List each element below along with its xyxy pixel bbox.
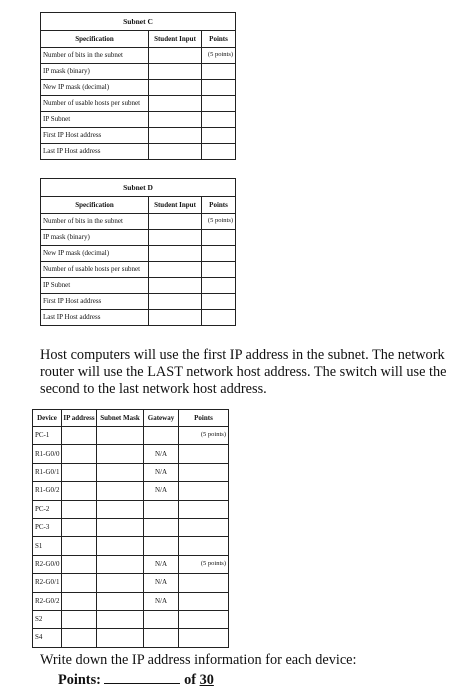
spec-row: Last IP Host address	[41, 144, 149, 160]
gateway-cell: N/A	[144, 592, 179, 610]
subnet-mask-cell[interactable]	[97, 518, 144, 536]
spec-row: Last IP Host address	[41, 310, 149, 326]
spec-row: New IP mask (decimal)	[41, 80, 149, 96]
table-row	[33, 445, 229, 463]
student-input-header: Student Input	[149, 31, 202, 48]
points-cell	[202, 112, 236, 128]
subnet-mask-cell[interactable]	[97, 629, 144, 647]
points-note: (5 points)	[202, 214, 236, 230]
table-row	[33, 592, 229, 610]
subnet-mask-cell[interactable]	[97, 445, 144, 463]
ip-address-cell[interactable]	[62, 555, 97, 573]
points-cell	[202, 278, 236, 294]
points-cell	[179, 518, 229, 536]
device-cell: S4	[33, 629, 62, 647]
subnet-mask-cell[interactable]	[97, 482, 144, 500]
spec-header: Specification	[41, 31, 149, 48]
gateway-header: Gateway	[144, 410, 179, 427]
device-cell: R1-G0/1	[33, 463, 62, 481]
student-input-cell[interactable]	[149, 112, 202, 128]
subnet-mask-cell[interactable]	[97, 500, 144, 518]
spec-row: Number of bits in the subnet	[41, 48, 149, 64]
ip-address-cell[interactable]	[62, 629, 97, 647]
subnet-mask-cell[interactable]	[97, 555, 144, 573]
table-row	[33, 482, 229, 500]
device-address-table	[32, 409, 229, 648]
spec-row: Number of usable hosts per subnet	[41, 262, 149, 278]
spec-row: Number of usable hosts per subnet	[41, 96, 149, 112]
points-cell	[202, 128, 236, 144]
subnet-mask-cell[interactable]	[97, 537, 144, 555]
table-row	[33, 629, 229, 647]
device-header: Device	[33, 410, 62, 427]
spec-row: IP Subnet	[41, 278, 149, 294]
table-row	[33, 518, 229, 536]
device-cell: PC-3	[33, 518, 62, 536]
points-cell	[202, 262, 236, 278]
points-cell	[202, 64, 236, 80]
student-input-cell[interactable]	[149, 262, 202, 278]
table-row	[33, 463, 229, 481]
points-cell	[179, 574, 229, 592]
subnet-mask-cell[interactable]	[97, 574, 144, 592]
ip-address-cell[interactable]	[62, 537, 97, 555]
subnet-c-table	[40, 12, 236, 160]
points-cell: (5 points)	[179, 427, 229, 445]
device-cell: R1-G0/2	[33, 482, 62, 500]
subnet-mask-cell[interactable]	[97, 463, 144, 481]
subnet-c-title: Subnet C	[41, 13, 236, 31]
gateway-cell: N/A	[144, 555, 179, 573]
subnet-mask-header: Subnet Mask	[97, 410, 144, 427]
gateway-cell: N/A	[144, 482, 179, 500]
student-input-header: Student Input	[149, 197, 202, 214]
subnet-mask-cell[interactable]	[97, 610, 144, 628]
points-total: 30	[199, 672, 214, 688]
device-cell: R2-G0/1	[33, 574, 62, 592]
device-cell: S2	[33, 610, 62, 628]
ip-address-cell[interactable]	[62, 610, 97, 628]
device-cell: R1-G0/0	[33, 445, 62, 463]
points-label: Points:	[58, 672, 101, 688]
points-header: Points	[202, 31, 236, 48]
ip-address-cell[interactable]	[62, 427, 97, 445]
gateway-cell: N/A	[144, 574, 179, 592]
device-cell: PC-1	[33, 427, 62, 445]
points-cell	[202, 80, 236, 96]
spec-row: IP mask (binary)	[41, 230, 149, 246]
points-line	[58, 670, 214, 689]
student-input-cell[interactable]	[149, 278, 202, 294]
of-label: of	[184, 672, 196, 688]
gateway-cell: N/A	[144, 445, 179, 463]
points-cell	[202, 144, 236, 160]
spec-row: First IP Host address	[41, 294, 149, 310]
points-cell	[202, 310, 236, 326]
ip-address-cell[interactable]	[62, 518, 97, 536]
table-row	[33, 610, 229, 628]
student-input-cell[interactable]	[149, 80, 202, 96]
points-header: Points	[202, 197, 236, 214]
gateway-cell: N/A	[144, 463, 179, 481]
table-row	[33, 555, 229, 573]
points-cell	[179, 445, 229, 463]
subnet-d-table	[40, 178, 236, 326]
points-note: (5 points)	[202, 48, 236, 64]
device-cell: S1	[33, 537, 62, 555]
points-cell	[202, 230, 236, 246]
subnet-d-title: Subnet D	[41, 179, 236, 197]
ip-address-cell[interactable]	[62, 500, 97, 518]
table-row	[33, 574, 229, 592]
student-input-cell[interactable]	[149, 246, 202, 262]
points-cell	[202, 96, 236, 112]
spec-row: IP Subnet	[41, 112, 149, 128]
gateway-cell	[144, 537, 179, 555]
points-header: Points	[179, 410, 229, 427]
points-cell	[179, 610, 229, 628]
student-input-cell[interactable]	[149, 48, 202, 64]
student-input-cell[interactable]	[149, 310, 202, 326]
points-cell	[202, 294, 236, 310]
subnet-mask-cell[interactable]	[97, 592, 144, 610]
spec-row: IP mask (binary)	[41, 64, 149, 80]
device-cell: R2-G0/0	[33, 555, 62, 573]
ip-address-cell[interactable]	[62, 445, 97, 463]
points-cell	[179, 500, 229, 518]
gateway-cell	[144, 500, 179, 518]
ip-address-header: IP address	[62, 410, 97, 427]
ip-address-cell[interactable]	[62, 574, 97, 592]
spec-row: Number of bits in the subnet	[41, 214, 149, 230]
points-cell	[179, 482, 229, 500]
ip-address-cell[interactable]	[62, 482, 97, 500]
device-cell: R2-G0/2	[33, 592, 62, 610]
table-row	[33, 500, 229, 518]
student-input-cell[interactable]	[149, 144, 202, 160]
ip-address-cell[interactable]	[62, 592, 97, 610]
student-input-cell[interactable]	[149, 96, 202, 112]
student-input-cell[interactable]	[149, 294, 202, 310]
gateway-cell	[144, 518, 179, 536]
student-input-cell[interactable]	[149, 214, 202, 230]
gateway-cell	[144, 427, 179, 445]
write-down-prompt: Write down the IP address information for each device:	[40, 652, 357, 668]
table-row	[33, 427, 229, 445]
student-input-cell[interactable]	[149, 128, 202, 144]
points-cell	[179, 592, 229, 610]
student-input-cell[interactable]	[149, 64, 202, 80]
ip-address-cell[interactable]	[62, 463, 97, 481]
points-cell	[179, 537, 229, 555]
student-input-cell[interactable]	[149, 230, 202, 246]
points-cell	[179, 629, 229, 647]
points-cell	[179, 463, 229, 481]
spec-row: New IP mask (decimal)	[41, 246, 149, 262]
spec-header: Specification	[41, 197, 149, 214]
device-cell: PC-2	[33, 500, 62, 518]
spec-row: First IP Host address	[41, 128, 149, 144]
points-cell	[202, 246, 236, 262]
instructions-paragraph: Host computers will use the first IP address in the subnet. The network router will use the LAST network host address. The switch will use the second to the last network host address.	[40, 347, 447, 397]
gateway-cell	[144, 610, 179, 628]
table-row	[33, 537, 229, 555]
subnet-mask-cell[interactable]	[97, 427, 144, 445]
gateway-cell	[144, 629, 179, 647]
points-blank[interactable]	[104, 670, 180, 684]
points-cell: (5 points)	[179, 555, 229, 573]
